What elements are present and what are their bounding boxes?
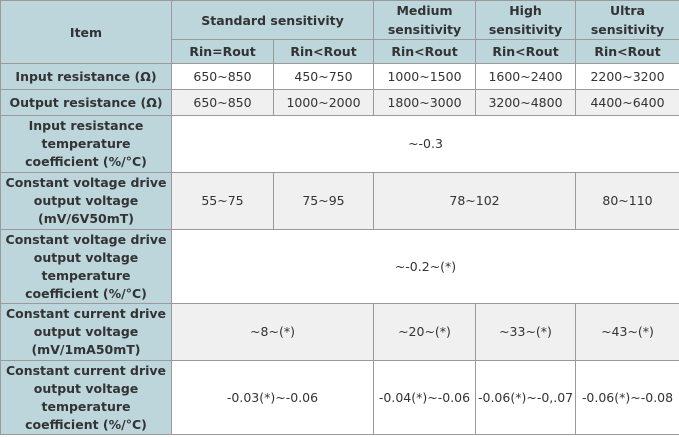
cc-temp-coeff-label: Constant current drive output voltage temperature coefficient (%/°C) — [1, 361, 172, 435]
sub-header-high: Rin<Rout — [476, 40, 576, 64]
cv-output-voltage-medium-high: 78~102 — [374, 173, 576, 230]
cc-output-voltage-medium: ~20~(*) — [374, 304, 476, 361]
cv-output-voltage-standard-lt: 75~95 — [274, 173, 374, 230]
sub-header-ultra: Rin<Rout — [576, 40, 679, 64]
output-resistance-standard-lt: 1000~2000 — [274, 90, 374, 116]
input-resistance-medium: 1000~1500 — [374, 64, 476, 90]
input-temp-coeff-value: ~-0.3 — [172, 116, 679, 173]
cv-output-voltage-ultra: 80~110 — [576, 173, 679, 230]
input-temp-coeff-label: Input resistance temperature coefficient (%/°C) — [1, 116, 172, 173]
high-sensitivity-header: High sensitivity — [476, 1, 576, 40]
cc-output-voltage-high: ~33~(*) — [476, 304, 576, 361]
output-resistance-high: 3200~4800 — [476, 90, 576, 116]
output-resistance-ultra: 4400~6400 — [576, 90, 679, 116]
cc-temp-coeff-standard: -0.03(*)~-0.06 — [172, 361, 374, 435]
cc-temp-coeff-medium: -0.04(*)~-0.06 — [374, 361, 476, 435]
output-resistance-label: Output resistance (Ω) — [1, 90, 172, 116]
cc-output-voltage-ultra: ~43~(*) — [576, 304, 679, 361]
sub-header-standard-rin-eq-rout: Rin=Rout — [172, 40, 274, 64]
input-resistance-label: Input resistance (Ω) — [1, 64, 172, 90]
standard-sensitivity-header: Standard sensitivity — [172, 1, 374, 40]
cc-output-voltage-standard: ~8~(*) — [172, 304, 374, 361]
cc-temp-coeff-high: -0.06(*)~-0,.07 — [476, 361, 576, 435]
input-resistance-ultra: 2200~3200 — [576, 64, 679, 90]
cv-output-voltage-standard-eq: 55~75 — [172, 173, 274, 230]
item-header: Item — [1, 1, 172, 64]
ultra-sensitivity-header: Ultra sensitivity — [576, 1, 679, 40]
output-resistance-medium: 1800~3000 — [374, 90, 476, 116]
cv-temp-coeff-label: Constant voltage drive output voltage temperature coefficient (%/°C) — [1, 230, 172, 304]
sub-header-medium: Rin<Rout — [374, 40, 476, 64]
cc-output-voltage-label: Constant current drive output voltage (mV/1mA50mT) — [1, 304, 172, 361]
cv-temp-coeff-value: ~-0.2~(*) — [172, 230, 679, 304]
cc-temp-coeff-ultra: -0.06(*)~-0.08 — [576, 361, 679, 435]
sub-header-standard-rin-lt-rout: Rin<Rout — [274, 40, 374, 64]
cv-output-voltage-label: Constant voltage drive output voltage (mV/6V50mT) — [1, 173, 172, 230]
output-resistance-standard-eq: 650~850 — [172, 90, 274, 116]
medium-sensitivity-header: Medium sensitivity — [374, 1, 476, 40]
input-resistance-standard-lt: 450~750 — [274, 64, 374, 90]
input-resistance-high: 1600~2400 — [476, 64, 576, 90]
input-resistance-standard-eq: 650~850 — [172, 64, 274, 90]
